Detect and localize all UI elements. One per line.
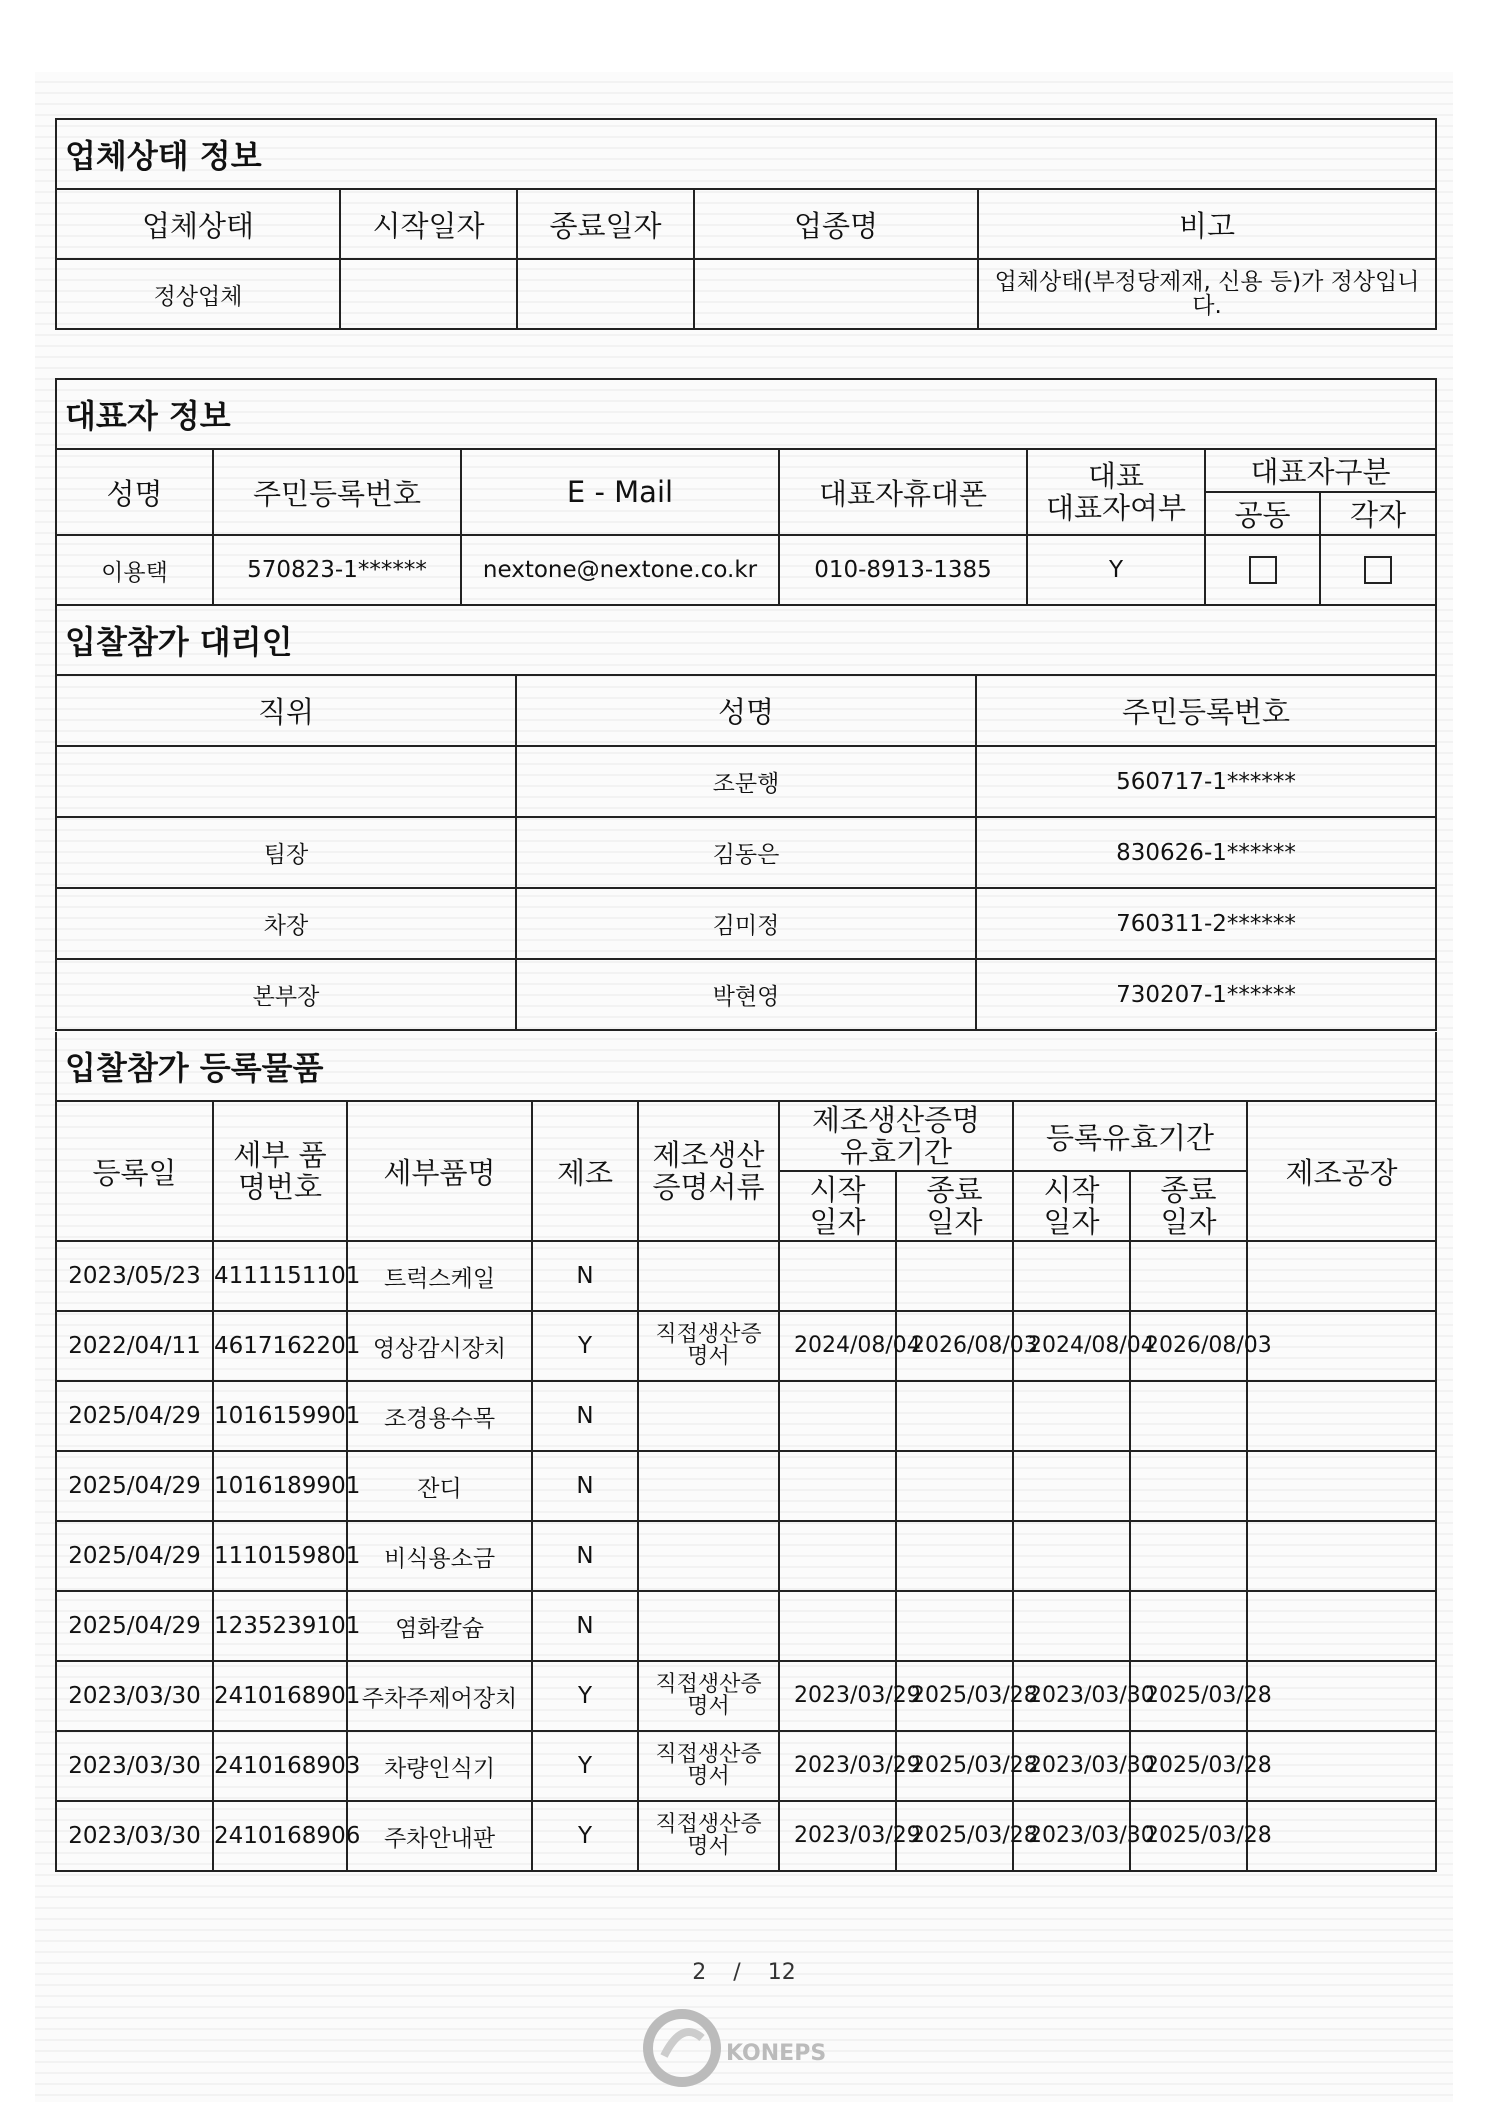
koneps-logo (642, 2008, 842, 2088)
header-mfg-validity: 제조생산증명 유효기간 (779, 1101, 1013, 1171)
header-reg-start: 시작 일자 (1013, 1171, 1130, 1241)
item-code: 1110159801 (213, 1521, 347, 1591)
manufacture: Y (532, 1801, 638, 1871)
mfg-doc (638, 1241, 779, 1311)
rep-name: 이용택 (56, 535, 213, 605)
total-pages: 12 (767, 1960, 796, 1985)
mfg-start: 2023/03/29 (779, 1801, 896, 1871)
item-code: 1016159901 (213, 1381, 347, 1451)
status-value: 정상업체 (56, 259, 340, 329)
mfg-doc: 직접생산증명서 (638, 1801, 779, 1871)
header-joint: 공동 (1205, 492, 1320, 535)
mfg-start (779, 1381, 896, 1451)
end-date-value (517, 259, 694, 329)
mfg-start (779, 1591, 896, 1661)
reg-date: 2023/03/30 (56, 1801, 213, 1871)
agent-position (56, 746, 516, 817)
industry-value (694, 259, 978, 329)
mfg-doc: 직접생산증명서 (638, 1311, 779, 1381)
mfg-end (896, 1241, 1013, 1311)
table-row (56, 1241, 1436, 1311)
header-factory: 제조공장 (1247, 1101, 1436, 1241)
mfg-end: 2025/03/28 (896, 1661, 1013, 1731)
reg-end (1130, 1521, 1247, 1591)
reg-start: 2023/03/30 (1013, 1661, 1130, 1731)
reg-date: 2022/04/11 (56, 1311, 213, 1381)
header-rep-type: 대표자구분 (1205, 449, 1436, 492)
reg-start: 2023/03/30 (1013, 1731, 1130, 1801)
mfg-doc (638, 1521, 779, 1591)
mfg-doc (638, 1451, 779, 1521)
manufacture: N (532, 1521, 638, 1591)
agent-name: 박현영 (516, 959, 976, 1030)
reg-date: 2025/04/29 (56, 1451, 213, 1521)
header-email: E - Mail (461, 449, 779, 535)
header-resident-id: 주민등록번호 (976, 675, 1436, 746)
remark-value: 업체상태(부정당제재, 신용 등)가 정상입니다. (978, 259, 1436, 329)
factory (1247, 1241, 1436, 1311)
manufacture: N (532, 1591, 638, 1661)
current-page: 2 (692, 1960, 707, 1985)
reg-date: 2023/03/30 (56, 1661, 213, 1731)
logo-swoosh (664, 2032, 702, 2056)
agent-table (55, 606, 1437, 1031)
representative-table (55, 378, 1437, 606)
reg-start (1013, 1381, 1130, 1451)
section-title: 대표자 정보 (56, 379, 1436, 449)
item-code: 2410168901 (213, 1661, 347, 1731)
mfg-end: 2025/03/28 (896, 1731, 1013, 1801)
item-code: 4111151101 (213, 1241, 347, 1311)
mfg-doc: 직접생산증명서 (638, 1731, 779, 1801)
reg-start: 2023/03/30 (1013, 1801, 1130, 1871)
agent-name: 김미정 (516, 888, 976, 959)
agent-resident-id: 830626-1****** (976, 817, 1436, 888)
mfg-start (779, 1241, 896, 1311)
company-status-section (55, 118, 1435, 330)
item-name: 비식용소금 (347, 1521, 532, 1591)
section-title: 입찰참가 등록물품 (56, 1032, 1436, 1101)
factory (1247, 1801, 1436, 1871)
mfg-start: 2024/08/04 (779, 1311, 896, 1381)
header-reg-end: 종료 일자 (1130, 1171, 1247, 1241)
logo-circle (648, 2014, 716, 2082)
mfg-end: 2026/08/03 (896, 1311, 1013, 1381)
mfg-end (896, 1591, 1013, 1661)
header-end-date: 종료일자 (517, 189, 694, 259)
reg-end: 2025/03/28 (1130, 1801, 1247, 1871)
page-number (0, 1960, 1488, 1985)
mfg-start (779, 1451, 896, 1521)
items-table (55, 1032, 1437, 1872)
mfg-start (779, 1521, 896, 1591)
item-name: 조경용수목 (347, 1381, 532, 1451)
manufacture: N (532, 1381, 638, 1451)
item-code: 2410168903 (213, 1731, 347, 1801)
table-row (56, 1451, 1436, 1521)
agent-position: 본부장 (56, 959, 516, 1030)
mfg-end (896, 1381, 1013, 1451)
representative-section (55, 378, 1435, 606)
each-checkbox[interactable] (1364, 556, 1392, 584)
header-item-code: 세부 품명번호 (213, 1101, 347, 1241)
section-title: 입찰참가 대리인 (56, 606, 1436, 675)
item-name: 잔디 (347, 1451, 532, 1521)
header-is-rep-top: 대표 (1087, 459, 1145, 493)
header-remark: 비고 (978, 189, 1436, 259)
table-row (56, 959, 1436, 1030)
item-name: 주차안내판 (347, 1801, 532, 1871)
page-separator: / (733, 1960, 741, 1985)
mfg-start: 2023/03/29 (779, 1731, 896, 1801)
factory (1247, 1661, 1436, 1731)
reg-date: 2023/05/23 (56, 1241, 213, 1311)
mfg-start: 2023/03/29 (779, 1661, 896, 1731)
reg-start (1013, 1521, 1130, 1591)
table-row (56, 817, 1436, 888)
manufacture: N (532, 1241, 638, 1311)
header-name: 성명 (56, 449, 213, 535)
table-row (56, 1591, 1436, 1661)
header-reg-validity: 등록유효기간 (1013, 1101, 1247, 1171)
reg-start (1013, 1241, 1130, 1311)
item-name: 영상감시장치 (347, 1311, 532, 1381)
rep-resident-id: 570823-1****** (213, 535, 461, 605)
mfg-end (896, 1451, 1013, 1521)
header-phone: 대표자휴대폰 (779, 449, 1027, 535)
rep-phone: 010-8913-1385 (779, 535, 1027, 605)
header-is-representative (1027, 449, 1205, 535)
header-industry: 업종명 (694, 189, 978, 259)
factory (1247, 1311, 1436, 1381)
reg-end: 2025/03/28 (1130, 1731, 1247, 1801)
reg-start (1013, 1591, 1130, 1661)
header-start-date: 시작일자 (340, 189, 517, 259)
table-row (56, 1661, 1436, 1731)
reg-date: 2025/04/29 (56, 1521, 213, 1591)
header-status: 업체상태 (56, 189, 340, 259)
mfg-end: 2025/03/28 (896, 1801, 1013, 1871)
agent-position: 차장 (56, 888, 516, 959)
agent-name: 조문행 (516, 746, 976, 817)
company-status-table (55, 118, 1437, 330)
manufacture: Y (532, 1661, 638, 1731)
manufacture: N (532, 1451, 638, 1521)
item-name: 염화칼슘 (347, 1591, 532, 1661)
agent-name: 김동은 (516, 817, 976, 888)
header-is-rep-bottom: 대표자여부 (1045, 491, 1187, 525)
reg-start (1013, 1451, 1130, 1521)
factory (1247, 1381, 1436, 1451)
agent-position: 팀장 (56, 817, 516, 888)
item-code: 1016189901 (213, 1451, 347, 1521)
header-each: 각자 (1320, 492, 1436, 535)
factory (1247, 1731, 1436, 1801)
agent-section (55, 606, 1435, 1031)
mfg-doc (638, 1591, 779, 1661)
manufacture: Y (532, 1731, 638, 1801)
table-row (56, 746, 1436, 817)
header-manufacture: 제조 (532, 1101, 638, 1241)
reg-end (1130, 1241, 1247, 1311)
table-row (56, 1731, 1436, 1801)
reg-date: 2025/04/29 (56, 1381, 213, 1451)
reg-start: 2024/08/04 (1013, 1311, 1130, 1381)
rep-email: nextone@nextone.co.kr (461, 535, 779, 605)
header-position: 직위 (56, 675, 516, 746)
items-body (56, 1241, 1436, 1871)
item-code: 2410168906 (213, 1801, 347, 1871)
joint-checkbox-cell (1205, 535, 1320, 605)
mfg-end (896, 1521, 1013, 1591)
header-name: 성명 (516, 675, 976, 746)
rep-is-representative: Y (1027, 535, 1205, 605)
logo-text: KONEPS (726, 2041, 827, 2066)
item-code: 4617162201 (213, 1311, 347, 1381)
factory (1247, 1591, 1436, 1661)
table-row (56, 1381, 1436, 1451)
joint-checkbox[interactable] (1249, 556, 1277, 584)
reg-date: 2023/03/30 (56, 1731, 213, 1801)
table-row (56, 888, 1436, 959)
item-name: 차량인식기 (347, 1731, 532, 1801)
header-reg-date: 등록일 (56, 1101, 213, 1241)
item-name: 트럭스케일 (347, 1241, 532, 1311)
table-row (56, 1801, 1436, 1871)
section-title: 업체상태 정보 (56, 119, 1436, 189)
factory (1247, 1521, 1436, 1591)
header-mfg-end: 종료 일자 (896, 1171, 1013, 1241)
mfg-doc: 직접생산증명서 (638, 1661, 779, 1731)
reg-date: 2025/04/29 (56, 1591, 213, 1661)
reg-end: 2026/08/03 (1130, 1311, 1247, 1381)
factory (1247, 1451, 1436, 1521)
each-checkbox-cell (1320, 535, 1436, 605)
mfg-doc (638, 1381, 779, 1451)
reg-end (1130, 1451, 1247, 1521)
items-section (55, 1032, 1435, 1872)
reg-end (1130, 1381, 1247, 1451)
start-date-value (340, 259, 517, 329)
agent-resident-id: 730207-1****** (976, 959, 1436, 1030)
table-row (56, 1521, 1436, 1591)
reg-end: 2025/03/28 (1130, 1661, 1247, 1731)
item-name: 주차주제어장치 (347, 1661, 532, 1731)
header-resident-id: 주민등록번호 (213, 449, 461, 535)
table-row (56, 1311, 1436, 1381)
reg-end (1130, 1591, 1247, 1661)
header-item-name: 세부품명 (347, 1101, 532, 1241)
agent-resident-id: 560717-1****** (976, 746, 1436, 817)
header-mfg-doc: 제조생산 증명서류 (638, 1101, 779, 1241)
header-mfg-start: 시작 일자 (779, 1171, 896, 1241)
manufacture: Y (532, 1311, 638, 1381)
item-code: 1235239101 (213, 1591, 347, 1661)
agent-resident-id: 760311-2****** (976, 888, 1436, 959)
